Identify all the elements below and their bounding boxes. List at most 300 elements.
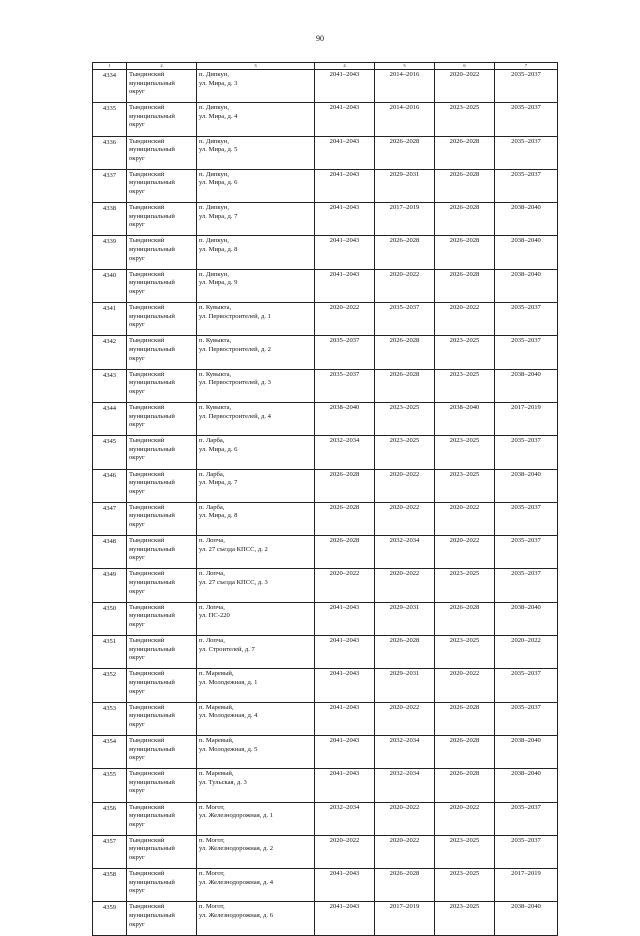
period-cell-y3: 2023–2025 [435, 835, 495, 868]
district-cell [127, 203, 197, 236]
address-line: ул. Железнодорожная, д. 6 [199, 912, 274, 920]
period-cell-y4: 2035–2037 [495, 303, 558, 336]
district-line: округ [129, 754, 145, 762]
period-cell-y4: 2038–2040 [495, 369, 558, 402]
period-cell-y2: 2017–2019 [375, 902, 435, 935]
period-cell-y2: 2026–2028 [375, 336, 435, 369]
district-line: округ [129, 321, 145, 329]
district-line: муниципальный [129, 379, 175, 387]
row-number-cell: 4342 [93, 336, 127, 369]
district-line: округ [129, 387, 145, 395]
district-line: округ [129, 521, 145, 529]
district-line: муниципальный [129, 179, 175, 187]
district-cell [127, 902, 197, 935]
address-cell [197, 702, 315, 735]
district-line: Тындинский [129, 603, 165, 611]
period-cell-y3: 2020–2022 [435, 502, 495, 535]
table-row [93, 303, 558, 336]
district-line: муниципальный [129, 579, 175, 587]
district-line: Тындинский [129, 537, 165, 545]
district-cell [127, 469, 197, 502]
address-line: ул. Первостроителей, д. 2 [199, 345, 271, 353]
row-number-cell: 4340 [93, 269, 127, 302]
district-line: Тындинский [129, 170, 165, 178]
district-line: муниципальный [129, 712, 175, 720]
period-cell-y3: 2026–2028 [435, 136, 495, 169]
address-line: п. Лопча, [199, 603, 225, 611]
district-line: округ [129, 554, 145, 562]
address-line: ул. Первостроителей, д. 3 [199, 379, 271, 387]
period-cell-y2: 2020–2022 [375, 502, 435, 535]
district-line: округ [129, 620, 145, 628]
period-cell-y4: 2038–2040 [495, 469, 558, 502]
row-number-cell: 4345 [93, 436, 127, 469]
table-row [93, 769, 558, 802]
address-cell [197, 735, 315, 768]
period-cell-y4: 2035–2037 [495, 536, 558, 569]
district-line: муниципальный [129, 778, 175, 786]
period-cell-y2: 2029–2031 [375, 669, 435, 702]
address-line: п. Дипкун, [199, 71, 229, 78]
district-line: округ [129, 287, 145, 295]
district-cell [127, 769, 197, 802]
district-line: Тындинский [129, 503, 165, 511]
address-line: п. Кувыкта, [199, 370, 232, 378]
address-cell [197, 436, 315, 469]
address-cell [197, 502, 315, 535]
district-line: округ [129, 88, 145, 96]
address-line: ул. 27 съезда КПСС, д. 3 [199, 579, 268, 587]
address-cell [197, 70, 315, 103]
district-line: Тындинский [129, 270, 165, 278]
period-cell-y4: 2038–2040 [495, 236, 558, 269]
period-cell-y2: 2020–2022 [375, 702, 435, 735]
table-row [93, 636, 558, 669]
district-line: округ [129, 487, 145, 495]
district-line: Тындинский [129, 803, 165, 811]
period-cell-y1: 2041–2043 [315, 636, 375, 669]
address-line: ул. Железнодорожная, д. 2 [199, 845, 274, 853]
district-line: муниципальный [129, 345, 175, 353]
address-cell [197, 902, 315, 935]
column-number-2: 2 [127, 63, 197, 70]
district-line: округ [129, 887, 145, 895]
period-cell-y3: 2020–2022 [435, 536, 495, 569]
address-cell [197, 835, 315, 868]
period-cell-y2: 2026–2028 [375, 636, 435, 669]
address-cell [197, 369, 315, 402]
district-line: муниципальный [129, 112, 175, 120]
housing-schedule-table [92, 62, 558, 936]
district-line: округ [129, 587, 145, 595]
district-line: муниципальный [129, 279, 175, 287]
district-line: Тындинский [129, 437, 165, 445]
period-cell-y2: 2020–2022 [375, 269, 435, 302]
column-number-5: 5 [375, 63, 435, 70]
address-cell [197, 769, 315, 802]
table-row [93, 436, 558, 469]
period-cell-y1: 2041–2043 [315, 735, 375, 768]
table-row [93, 902, 558, 935]
district-cell [127, 136, 197, 169]
period-cell-y2: 2020–2022 [375, 469, 435, 502]
address-cell [197, 802, 315, 835]
address-line: ул. Мира, д. 4 [199, 112, 238, 120]
district-cell [127, 636, 197, 669]
period-cell-y1: 2026–2028 [315, 502, 375, 535]
address-cell [197, 469, 315, 502]
address-line: п. Ларба, [199, 437, 225, 445]
address-line: ул. Железнодорожная, д. 1 [199, 812, 274, 820]
period-cell-y1: 2041–2043 [315, 70, 375, 103]
address-line: п. Могот, [199, 903, 225, 911]
period-cell-y1: 2041–2043 [315, 103, 375, 136]
column-number-header-row [93, 63, 558, 70]
district-line: округ [129, 654, 145, 662]
period-cell-y4: 2035–2037 [495, 835, 558, 868]
period-cell-y2: 2020–2022 [375, 835, 435, 868]
address-line: п. Могот, [199, 836, 225, 844]
period-cell-y3: 2023–2025 [435, 103, 495, 136]
period-cell-y1: 2026–2028 [315, 469, 375, 502]
address-cell [197, 103, 315, 136]
district-line: муниципальный [129, 312, 175, 320]
table-row [93, 802, 558, 835]
district-line: муниципальный [129, 678, 175, 686]
district-line: округ [129, 254, 145, 262]
period-cell-y2: 2023–2025 [375, 402, 435, 435]
district-line: округ [129, 920, 145, 928]
row-number-cell: 4351 [93, 636, 127, 669]
column-number-4: 4 [315, 63, 375, 70]
district-line: округ [129, 854, 145, 862]
district-line: Тындинский [129, 370, 165, 378]
table-row [93, 569, 558, 602]
period-cell-y1: 2041–2043 [315, 169, 375, 202]
row-number-cell: 4350 [93, 602, 127, 635]
district-line: Тындинский [129, 237, 165, 245]
period-cell-y1: 2041–2043 [315, 602, 375, 635]
period-cell-y1: 2035–2037 [315, 336, 375, 369]
table-row [93, 602, 558, 635]
table-row [93, 402, 558, 435]
column-number-3: 3 [197, 63, 315, 70]
period-cell-y3: 2026–2028 [435, 269, 495, 302]
period-cell-y1: 2041–2043 [315, 702, 375, 735]
address-line: п. Кувыкта, [199, 403, 232, 411]
address-line: п. Маревый, [199, 670, 234, 678]
district-cell [127, 536, 197, 569]
period-cell-y3: 2023–2025 [435, 336, 495, 369]
district-line: округ [129, 354, 145, 362]
row-number-cell: 4339 [93, 236, 127, 269]
row-number-cell: 4352 [93, 669, 127, 702]
district-line: округ [129, 820, 145, 828]
period-cell-y1: 2020–2022 [315, 835, 375, 868]
address-line: п. Маревый, [199, 770, 234, 778]
district-cell [127, 402, 197, 435]
district-line: муниципальный [129, 845, 175, 853]
period-cell-y2: 2035–2037 [375, 303, 435, 336]
row-number-cell: 4357 [93, 835, 127, 868]
district-line: Тындинский [129, 137, 165, 145]
period-cell-y2: 2020–2022 [375, 802, 435, 835]
district-cell [127, 669, 197, 702]
period-cell-y1: 2041–2043 [315, 902, 375, 935]
period-cell-y4: 2035–2037 [495, 336, 558, 369]
address-cell [197, 402, 315, 435]
district-line: Тындинский [129, 470, 165, 478]
period-cell-y4: 2038–2040 [495, 602, 558, 635]
period-cell-y4: 2020–2022 [495, 636, 558, 669]
row-number-cell: 4335 [93, 103, 127, 136]
period-cell-y1: 2041–2043 [315, 769, 375, 802]
district-cell [127, 269, 197, 302]
row-number-cell: 4338 [93, 203, 127, 236]
period-cell-y2: 2014–2016 [375, 70, 435, 103]
period-cell-y1: 2041–2043 [315, 669, 375, 702]
address-line: ул. Молодежная, д. 5 [199, 745, 258, 753]
address-line: ул. Молодежная, д. 4 [199, 712, 258, 720]
address-line: п. Кувыкта, [199, 337, 232, 345]
period-cell-y3: 2038–2040 [435, 402, 495, 435]
table-row [93, 702, 558, 735]
district-line: Тындинский [129, 637, 165, 645]
period-cell-y2: 2026–2028 [375, 869, 435, 902]
period-cell-y1: 2041–2043 [315, 269, 375, 302]
period-cell-y3: 2026–2028 [435, 702, 495, 735]
period-cell-y3: 2023–2025 [435, 902, 495, 935]
period-cell-y2: 2026–2028 [375, 136, 435, 169]
address-line: ул. Тульская, д. 3 [199, 778, 247, 786]
address-line: ул. Мира, д. 6 [199, 445, 238, 453]
period-cell-y4: 2017–2019 [495, 402, 558, 435]
district-line: округ [129, 188, 145, 196]
address-line: п. Дипкун, [199, 104, 229, 112]
address-line: ул. Строителей, д. 7 [199, 645, 255, 653]
address-line: п. Лопча, [199, 570, 225, 578]
address-cell [197, 303, 315, 336]
address-line: ул. Мира, д. 5 [199, 146, 238, 154]
table-row [93, 203, 558, 236]
district-line: муниципальный [129, 212, 175, 220]
period-cell-y3: 2023–2025 [435, 469, 495, 502]
table-row [93, 169, 558, 202]
table-row [93, 369, 558, 402]
period-cell-y4: 2035–2037 [495, 436, 558, 469]
district-cell [127, 436, 197, 469]
period-cell-y4: 2035–2037 [495, 669, 558, 702]
address-cell [197, 669, 315, 702]
district-line: Тындинский [129, 204, 165, 212]
address-line: п. Могот, [199, 870, 225, 878]
address-cell [197, 569, 315, 602]
district-line: муниципальный [129, 479, 175, 487]
district-cell [127, 702, 197, 735]
period-cell-y4: 2038–2040 [495, 769, 558, 802]
period-cell-y1: 2020–2022 [315, 569, 375, 602]
district-cell [127, 835, 197, 868]
table-row [93, 536, 558, 569]
district-line: Тындинский [129, 903, 165, 911]
district-cell [127, 869, 197, 902]
period-cell-y4: 2017–2019 [495, 869, 558, 902]
address-line: п. Кувыкта, [199, 304, 232, 312]
column-number-6: 6 [435, 63, 495, 70]
row-number-cell: 4346 [93, 469, 127, 502]
district-cell [127, 802, 197, 835]
address-cell [197, 636, 315, 669]
address-line: ул. Железнодорожная, д. 4 [199, 878, 274, 886]
period-cell-y2: 2029–2031 [375, 602, 435, 635]
table-row [93, 869, 558, 902]
address-line: п. Дипкун, [199, 137, 229, 145]
address-line: п. Лопча, [199, 537, 225, 545]
address-cell [197, 336, 315, 369]
period-cell-y4: 2035–2037 [495, 103, 558, 136]
address-cell [197, 236, 315, 269]
period-cell-y4: 2035–2037 [495, 702, 558, 735]
period-cell-y3: 2023–2025 [435, 636, 495, 669]
district-line: муниципальный [129, 412, 175, 420]
period-cell-y2: 2029–2031 [375, 169, 435, 202]
period-cell-y4: 2038–2040 [495, 203, 558, 236]
address-line: п. Маревый, [199, 736, 234, 744]
period-cell-y1: 2035–2037 [315, 369, 375, 402]
row-number-cell: 4347 [93, 502, 127, 535]
district-line: муниципальный [129, 79, 175, 87]
period-cell-y2: 2032–2034 [375, 536, 435, 569]
district-line: округ [129, 121, 145, 129]
table-row [93, 469, 558, 502]
address-line: п. Ларба, [199, 470, 225, 478]
row-number-cell: 4334 [93, 70, 127, 103]
district-cell [127, 735, 197, 768]
district-line: Тындинский [129, 703, 165, 711]
address-line: ул. Мира, д. 7 [199, 479, 238, 487]
address-line: п. Дипкун, [199, 270, 229, 278]
period-cell-y4: 2038–2040 [495, 269, 558, 302]
period-cell-y2: 2023–2025 [375, 436, 435, 469]
district-line: муниципальный [129, 545, 175, 553]
column-number-1: 1 [93, 63, 127, 70]
page-number: 90 [316, 34, 324, 43]
district-cell [127, 569, 197, 602]
period-cell-y3: 2023–2025 [435, 869, 495, 902]
table-row [93, 103, 558, 136]
row-number-cell: 4355 [93, 769, 127, 802]
period-cell-y4: 2035–2037 [495, 169, 558, 202]
row-number-cell: 4336 [93, 136, 127, 169]
address-line: ул. 27 съезда КПСС, д. 2 [199, 545, 268, 553]
district-line: округ [129, 454, 145, 462]
period-cell-y4: 2035–2037 [495, 136, 558, 169]
district-line: округ [129, 221, 145, 229]
district-cell [127, 236, 197, 269]
table-row [93, 336, 558, 369]
period-cell-y3: 2023–2025 [435, 569, 495, 602]
period-cell-y3: 2020–2022 [435, 70, 495, 103]
row-number-cell: 4358 [93, 869, 127, 902]
period-cell-y2: 2026–2028 [375, 369, 435, 402]
district-cell [127, 369, 197, 402]
address-line: п. Дипкун, [199, 237, 229, 245]
address-line: ул. ПС-220 [199, 612, 230, 620]
address-cell [197, 203, 315, 236]
address-cell [197, 136, 315, 169]
district-line: Тындинский [129, 670, 165, 678]
district-line: Тындинский [129, 836, 165, 844]
district-line: округ [129, 687, 145, 695]
district-cell [127, 336, 197, 369]
period-cell-y2: 2014–2016 [375, 103, 435, 136]
district-line: округ [129, 154, 145, 162]
district-cell [127, 169, 197, 202]
district-line: Тындинский [129, 770, 165, 778]
period-cell-y3: 2020–2022 [435, 802, 495, 835]
district-cell [127, 303, 197, 336]
address-cell [197, 269, 315, 302]
period-cell-y4: 2035–2037 [495, 569, 558, 602]
address-cell [197, 869, 315, 902]
address-line: ул. Мира, д. 7 [199, 212, 238, 220]
period-cell-y1: 2041–2043 [315, 203, 375, 236]
district-line: Тындинский [129, 736, 165, 744]
district-line: муниципальный [129, 912, 175, 920]
address-line: ул. Мира, д. 8 [199, 512, 238, 520]
period-cell-y3: 2026–2028 [435, 602, 495, 635]
period-cell-y3: 2026–2028 [435, 236, 495, 269]
period-cell-y3: 2026–2028 [435, 769, 495, 802]
district-line: муниципальный [129, 745, 175, 753]
address-line: п. Дипкун, [199, 204, 229, 212]
district-line: Тындинский [129, 570, 165, 578]
district-cell [127, 70, 197, 103]
period-cell-y2: 2026–2028 [375, 236, 435, 269]
address-line: ул. Молодежная, д. 1 [199, 678, 258, 686]
district-line: муниципальный [129, 645, 175, 653]
period-cell-y4: 2038–2040 [495, 902, 558, 935]
district-line: Тындинский [129, 104, 165, 112]
address-line: п. Маревый, [199, 703, 234, 711]
district-cell [127, 502, 197, 535]
period-cell-y3: 2026–2028 [435, 169, 495, 202]
row-number-cell: 4337 [93, 169, 127, 202]
district-line: муниципальный [129, 878, 175, 886]
row-number-cell: 4356 [93, 802, 127, 835]
period-cell-y2: 2020–2022 [375, 569, 435, 602]
period-cell-y1: 2041–2043 [315, 136, 375, 169]
period-cell-y3: 2020–2022 [435, 303, 495, 336]
address-line: п. Дипкун, [199, 170, 229, 178]
district-line: муниципальный [129, 445, 175, 453]
period-cell-y1: 2026–2028 [315, 536, 375, 569]
district-line: Тындинский [129, 337, 165, 345]
district-line: Тындинский [129, 870, 165, 878]
row-number-cell: 4341 [93, 303, 127, 336]
address-line: ул. Мира, д. 9 [199, 279, 238, 287]
address-cell [197, 169, 315, 202]
row-number-cell: 4353 [93, 702, 127, 735]
period-cell-y3: 2023–2025 [435, 369, 495, 402]
district-line: Тындинский [129, 403, 165, 411]
address-line: ул. Мира, д. 3 [199, 79, 238, 87]
district-line: округ [129, 421, 145, 429]
table-row [93, 669, 558, 702]
row-number-cell: 4354 [93, 735, 127, 768]
period-cell-y1: 2032–2034 [315, 802, 375, 835]
period-cell-y1: 2032–2034 [315, 436, 375, 469]
